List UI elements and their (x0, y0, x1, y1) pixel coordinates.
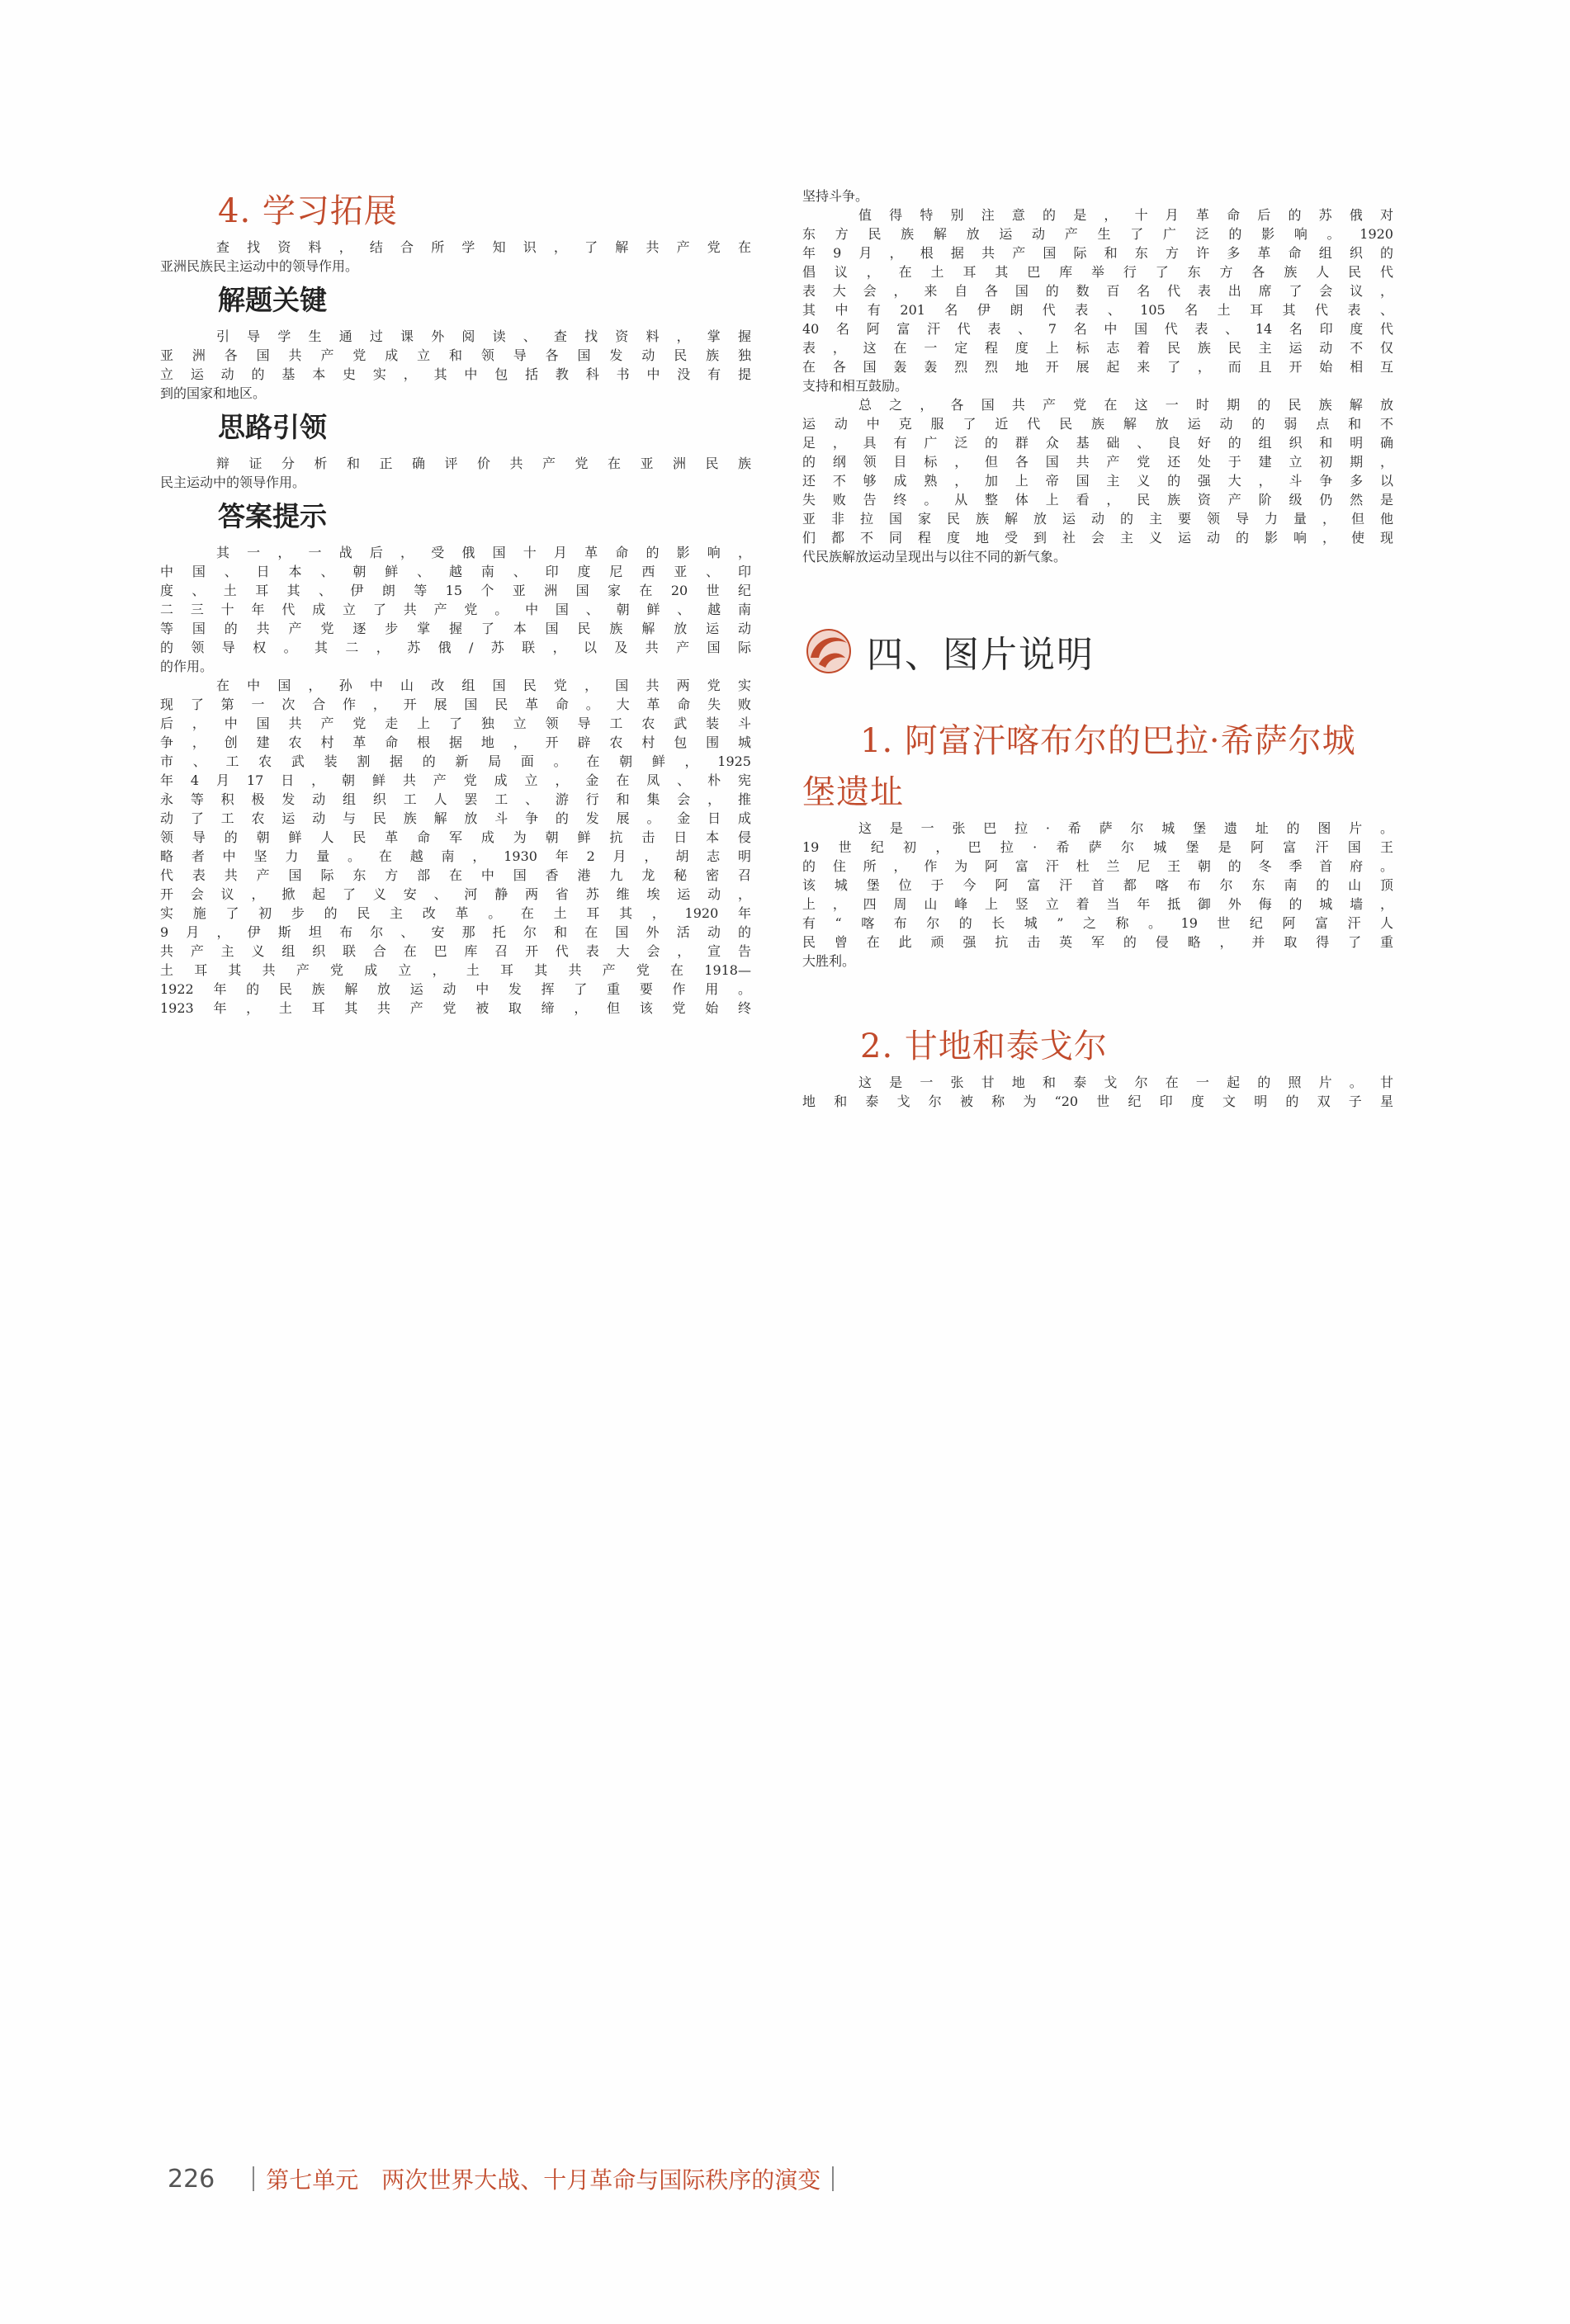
text-line: 9月，伊斯坦布尔、安那托尔和在国外活动的 (160, 924, 751, 940)
soviet-influence-paragraph (802, 205, 1393, 394)
text-line: 有“喀布尔的长城”之称。19世纪阿富汗人 (802, 915, 1393, 931)
subheading-answer: 答案提示 (218, 500, 327, 532)
text-line: 在中国，孙中山改组国民党，国共两党实 (216, 678, 751, 693)
text-line: 土耳其共产党成立，土耳其共产党在1918— (160, 962, 751, 978)
text-line: 的作用。 (160, 659, 214, 674)
answer-paragraph (160, 542, 751, 675)
text-line: 们都不同程度地受到社会主义运动的影响，使现 (802, 530, 1393, 546)
intro-paragraph (160, 237, 751, 275)
text-line: 该城堡位于今阿富汗首都喀布尔东南的山顶 (802, 877, 1393, 893)
guide-paragraph (160, 453, 751, 491)
text-line: 后，中国共产党走上了独立领导工农武装斗 (160, 716, 751, 731)
text-line: 引导学生通过课外阅读、查找资料，掌握 (216, 328, 751, 344)
text-line: 度、土耳其、伊朗等15个亚洲国家在20世纪 (160, 583, 751, 598)
text-line: 地和泰戈尔被称为“20世纪印度文明的双子星 (802, 1094, 1393, 1109)
text-line: 民曾在此顽强抗击英军的侵略，并取得了重 (802, 934, 1393, 950)
text-line: 倡议，在土耳其巴库举行了东方各族人民代 (802, 264, 1393, 280)
text-line: 立运动的基本史实，其中包括教科书中没有提 (160, 366, 751, 382)
text-line: 其中有201名伊朗代表、105名土耳其代表、 (802, 302, 1393, 318)
text-line: 动了工农运动与民族解放斗争的发展。金日成 (160, 810, 751, 826)
text-line: 市、工农武装割据的新局面。在朝鲜，1925 (160, 753, 751, 769)
text-line: 现了第一次合作，开展国民革命。大革命失败 (160, 697, 751, 712)
text-line: 1923年，土耳其共产党被取缔，但该党始终 (160, 1000, 751, 1016)
text-line: 的住所，作为阿富汗杜兰尼王朝的冬季首府。 (802, 858, 1393, 874)
text-line: 等国的共产党逐步掌握了本国民族解放运动 (160, 621, 751, 636)
text-line: 亚洲民族民主运动中的领导作用。 (160, 258, 359, 274)
text-line: 共产主义组织联合在巴库召开代表大会，宣告 (160, 943, 751, 959)
section-swirl-icon (802, 625, 855, 678)
text-line: 上，四周山峰上竖立着当年抵御外侮的城墙， (802, 896, 1393, 912)
text-line: 的纲领目标，但各国共产党还处于建立初期， (802, 454, 1393, 470)
page-footer (168, 2162, 845, 2195)
text-line: 在各国轰轰烈烈地开展起来了，而且开始相互 (802, 359, 1393, 375)
text-line: 二三十年代成立了共产党。中国、朝鲜、越南 (160, 602, 751, 617)
text-line: 支持和相互鼓励。 (802, 378, 909, 394)
key-paragraph (160, 326, 751, 402)
footer-title: 两次世界大战、十月革命与国际秩序的演变 (381, 2166, 821, 2194)
text-line: 40名阿富汗代表、7名中国代表、14名印度代 (802, 321, 1393, 337)
section-header (802, 618, 1393, 684)
text-line: 查找资料，结合所学知识，了解共产党在 (216, 239, 751, 255)
footer-divider (832, 2166, 834, 2191)
text-line: 实施了初步的民主改革。在土耳其，1920年 (160, 905, 751, 921)
footer-unit: 第七单元 (266, 2166, 359, 2194)
continued-paragraph (802, 186, 1393, 205)
text-line: 其一，一战后，受俄国十月革命的影响， (216, 545, 751, 560)
text-line: 值得特别注意的是，十月革命后的苏俄对 (858, 207, 1393, 223)
text-line: 代表共产国际东方部在中国香港九龙秘密召 (160, 867, 751, 883)
text-line: 大胜利。 (802, 953, 856, 969)
subheading-key: 解题关键 (218, 284, 327, 316)
text-line: 略者中坚力量。在越南，1930年2月，胡志明 (160, 848, 751, 864)
text-line: 开会议，掀起了义安、河静两省苏维埃运动， (160, 886, 751, 902)
text-line: 东方民族解放运动产生了广泛的影响。1920 (802, 226, 1393, 242)
text-line: 年9月，根据共产国际和东方许多革命组织的 (802, 245, 1393, 261)
text-line: 表，这在一定程度上标志着民族民主运动不仅 (802, 340, 1393, 356)
bala-hissar-paragraph (802, 818, 1393, 970)
text-line: 年4月17日，朝鲜共产党成立，金在凤、朴宪 (160, 772, 751, 788)
text-line: 到的国家和地区。 (160, 385, 267, 401)
heading-bala-hissar (802, 716, 1393, 767)
text-line: 这是一张巴拉·希萨尔城堡遗址的图片。 (858, 820, 1393, 836)
heading-line: 1. 阿富汗喀布尔的巴拉·希萨尔城 (860, 722, 1356, 760)
heading-gandhi-tagore: 2. 甘地和泰戈尔 (860, 1027, 1108, 1065)
text-line: 19世纪初，巴拉·希萨尔城堡是阿富汗国王 (802, 839, 1393, 855)
text-line: 运动中克服了近代民族解放运动的弱点和不 (802, 416, 1393, 432)
text-line: 总之，各国共产党在这一时期的民族解放 (858, 397, 1393, 413)
text-line: 亚洲各国共产党成立和领导各国发动民族独 (160, 347, 751, 363)
text-line: 还不够成熟，加上帝国主义的强大，斗争多以 (802, 473, 1393, 489)
text-line: 这是一张甘地和泰戈尔在一起的照片。甘 (858, 1075, 1393, 1090)
section-title: 四、图片说明 (867, 634, 1095, 676)
text-line: 失败告终。从整体上看，民族资产阶级仍然是 (802, 492, 1393, 508)
summary-paragraph (802, 394, 1393, 565)
text-line: 表大会，来自各国的数百名代表出席了会议， (802, 283, 1393, 299)
text-line: 永等积极发动组织工人罢工、游行和集会，推 (160, 791, 751, 807)
text-line: 坚持斗争。 (802, 188, 869, 204)
text-line: 亚非拉国家民族解放运动的主要领导力量，但他 (802, 511, 1393, 527)
text-line: 的领导权。其二，苏俄/苏联，以及共产国际 (160, 640, 751, 655)
footer-divider (253, 2166, 254, 2191)
gandhi-tagore-paragraph (802, 1072, 1393, 1110)
text-line: 争，创建农村革命根据地，开辟农村包围城 (160, 735, 751, 750)
text-line: 辩证分析和正确评价共产党在亚洲民族 (216, 456, 751, 471)
text-line: 1922年的民族解放运动中发挥了重要作用。 (160, 981, 751, 997)
subheading-guide: 思路引领 (218, 411, 327, 443)
text-line: 中国、日本、朝鲜、越南、印度尼西亚、印 (160, 564, 751, 579)
left-column (160, 186, 751, 1017)
spacer (802, 970, 1393, 1021)
text-line: 代民族解放运动呈现出与以往不同的新气象。 (802, 549, 1067, 564)
heading-bala-hissar-cont: 堡遗址 (802, 773, 904, 811)
heading-learning-extension: 4. 学习拓展 (218, 192, 398, 230)
text-line: 领导的朝鲜人民革命军成为朝鲜抗击日本侵 (160, 829, 751, 845)
right-column (802, 186, 1393, 1110)
text-line: 足，具有广泛的群众基础、良好的组织和明确 (802, 435, 1393, 451)
text-line: 民主运动中的领导作用。 (160, 475, 306, 490)
history-paragraph (160, 675, 751, 1017)
page-number: 226 (168, 2164, 215, 2194)
